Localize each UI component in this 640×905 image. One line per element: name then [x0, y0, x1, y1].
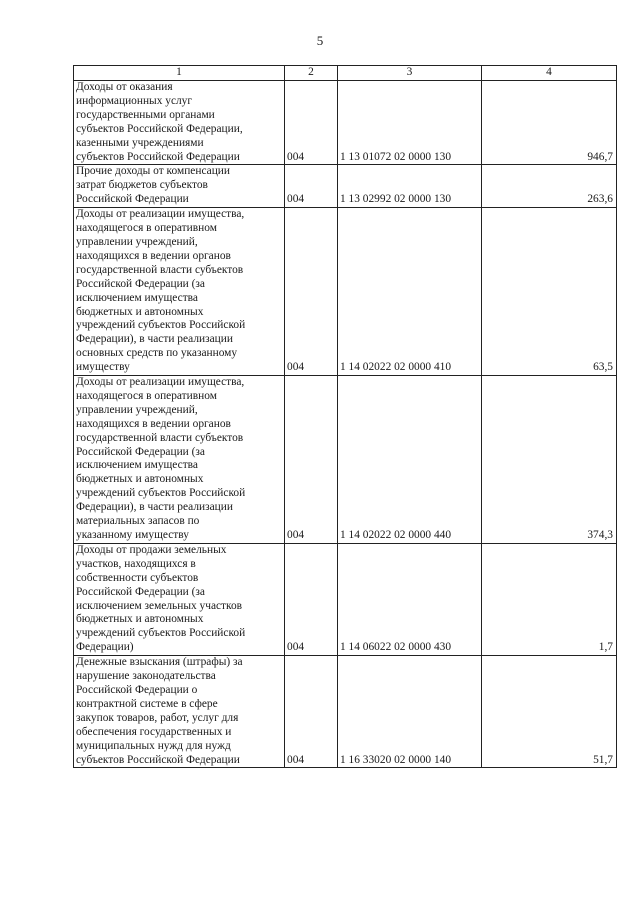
administrator-code: 004	[285, 376, 338, 544]
table-row	[74, 543, 617, 655]
table-row	[74, 81, 617, 165]
budget-classification-code: 1 14 02022 02 0000 410	[338, 208, 482, 376]
amount: 946,7	[482, 81, 617, 165]
budget-classification-code: 1 13 02992 02 0000 130	[338, 165, 482, 208]
budget-classification-code: 1 14 02022 02 0000 440	[338, 376, 482, 544]
revenue-description: Доходы от реализации имущества, находящегося в оперативном управлении учреждений, находящихся в ведении органов государственной власти субъектов Российской Федерации (за исключением имущества бюджетных и автономных учреждений субъектов Российской Федерации), в части реализации основных средств по указанному имуществу	[74, 208, 285, 376]
revenue-description: Доходы от продажи земельных участков, находящихся в собственности субъектов Российской Федерации (за исключением земельных участков бюджетных и автономных учреждений субъектов Российской Федерации)	[74, 543, 285, 655]
table-row	[74, 656, 617, 768]
page-number: 5	[316, 33, 324, 48]
table-row	[74, 208, 617, 376]
administrator-code: 004	[285, 81, 338, 165]
header-col-3: 3	[338, 66, 482, 81]
administrator-code: 004	[285, 543, 338, 655]
revenue-description: Доходы от реализации имущества, находящегося в оперативном управлении учреждений, находящихся в ведении органов государственной власти субъектов Российской Федерации (за исключением имущества бюджетных и автономных учреждений субъектов Российской Федерации), в части реализации материальных запасов по указанному имуществу	[74, 376, 285, 544]
amount: 1,7	[482, 543, 617, 655]
administrator-code: 004	[285, 656, 338, 768]
administrator-code: 004	[285, 208, 338, 376]
revenue-description: Доходы от оказания информационных услуг государственными органами субъектов Российской Федерации, казенными учреждениями субъектов Российской Федерации	[74, 81, 285, 165]
amount: 63,5	[482, 208, 617, 376]
budget-classification-code: 1 14 06022 02 0000 430	[338, 543, 482, 655]
table-row	[74, 376, 617, 544]
amount: 51,7	[482, 656, 617, 768]
administrator-code: 004	[285, 165, 338, 208]
header-col-1: 1	[74, 66, 285, 81]
revenue-description: Денежные взыскания (штрафы) за нарушение законодательства Российской Федерации о контрактной системе в сфере закупок товаров, работ, услуг для обеспечения государственных и муниципальных нужд для нужд субъектов Российской Федерации	[74, 656, 285, 768]
header-col-4: 4	[482, 66, 617, 81]
table-header-row	[74, 66, 617, 81]
revenue-description: Прочие доходы от компенсации затрат бюджетов субъектов Российской Федерации	[74, 165, 285, 208]
budget-classification-code: 1 13 01072 02 0000 130	[338, 81, 482, 165]
table-row	[74, 165, 617, 208]
header-col-2: 2	[285, 66, 338, 81]
amount: 374,3	[482, 376, 617, 544]
budget-classification-code: 1 16 33020 02 0000 140	[338, 656, 482, 768]
amount: 263,6	[482, 165, 617, 208]
revenue-table	[73, 65, 617, 768]
